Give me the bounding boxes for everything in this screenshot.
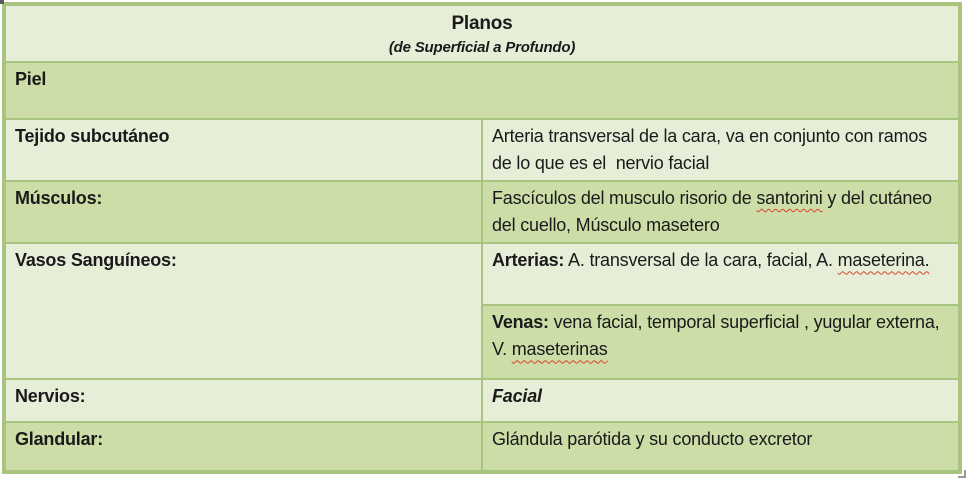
table-subtitle: (de Superficial a Profundo) bbox=[388, 38, 576, 56]
planos-table bbox=[2, 2, 962, 474]
table-row-glandular bbox=[4, 422, 960, 472]
arterias-value bbox=[482, 243, 960, 305]
table-row-vasos-arterias bbox=[4, 243, 960, 305]
venas-label: Venas: bbox=[492, 312, 549, 333]
table-row-nervios bbox=[4, 379, 960, 422]
tejido-label: Tejido subcutáneo bbox=[4, 119, 482, 181]
venas-value bbox=[482, 305, 960, 378]
table-row-piel bbox=[4, 62, 960, 119]
nervios-value bbox=[482, 379, 960, 422]
vasos-label: Vasos Sanguíneos: bbox=[4, 243, 482, 378]
header-cell bbox=[4, 4, 960, 62]
table-row-musculos bbox=[4, 181, 960, 243]
table-title: Planos bbox=[451, 13, 513, 34]
musculos-text-post: y del cutáneo del cuello, Músculo masetero bbox=[492, 188, 937, 236]
piel-label: Piel bbox=[4, 62, 960, 119]
arterias-text: A. transversal de la cara, facial, A. bbox=[564, 250, 838, 271]
table-row-tejido bbox=[4, 119, 960, 181]
glandular-label: Glandular: bbox=[4, 422, 482, 472]
corner-artifact-top-left bbox=[0, 0, 4, 4]
nervios-label: Nervios: bbox=[4, 379, 482, 422]
venas-text: vena facial, temporal superficial , yugular externa, V. bbox=[492, 312, 945, 360]
glandular-value: Glándula parótida y su conducto excretor bbox=[482, 422, 960, 472]
musculos-value bbox=[482, 181, 960, 243]
venas-misspelled-word: maseterinas bbox=[511, 339, 608, 360]
tejido-value: Arteria transversal de la cara, va en conjunto con ramos de lo que es el nervio facial bbox=[482, 119, 960, 181]
arterias-misspelled-word: maseterina. bbox=[837, 250, 930, 271]
table-resize-handle-artifact bbox=[958, 470, 966, 478]
table-row-header bbox=[4, 4, 960, 62]
musculos-label: Músculos: bbox=[4, 181, 482, 243]
musculos-misspelled-word: santorini bbox=[756, 188, 823, 209]
nervios-value-text: Facial bbox=[492, 385, 542, 406]
arterias-label: Arterias: bbox=[492, 250, 565, 271]
musculos-text: Fascículos del musculo risorio de bbox=[492, 188, 757, 209]
